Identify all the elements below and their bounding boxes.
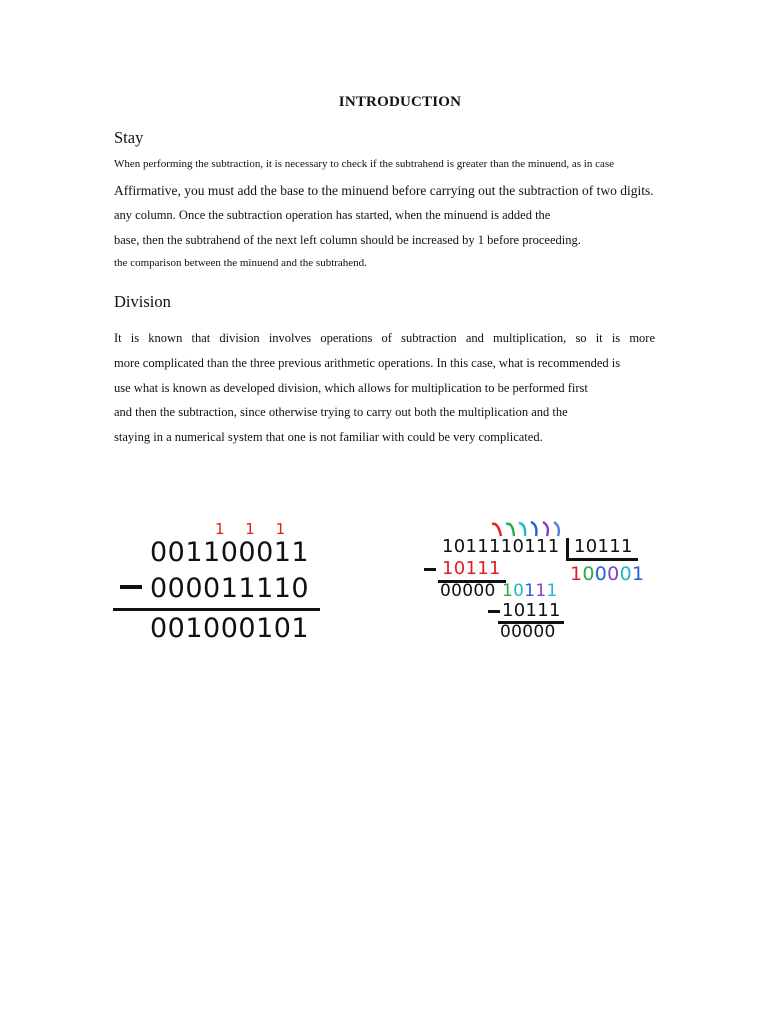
division-line-2: more complicated than the three previous arithmetic operations. In this case, what is recommended is <box>114 356 621 370</box>
section-heading-stay: Stay <box>114 128 144 147</box>
stay-line-4: base, then the subtrahend of the next left column should be increased by 1 before proceeding. <box>114 233 581 247</box>
section-heading-division: Division <box>114 292 171 311</box>
difference: 001000101 <box>150 613 310 644</box>
division-line-1: It is known that division involves operations of subtraction and multiplication, so it is more <box>114 331 655 345</box>
dividend: 1011110111 <box>442 536 560 557</box>
subtrahend: 000011110 <box>150 573 310 604</box>
subtraction-figure <box>110 515 330 650</box>
step2-remainder: 00000 <box>500 622 556 642</box>
stay-line-1: When performing the subtraction, it is necessary to check if the subtrahend is greater than the minuend, as in case <box>114 158 615 170</box>
step1-remainder: 00000 <box>440 581 496 601</box>
division-line-4: and then the subtraction, since otherwise trying to carry out both the multiplication and the <box>114 405 568 419</box>
minuend: 001100011 <box>150 537 310 568</box>
page-title: INTRODUCTION <box>338 94 462 110</box>
division-line-3: use what is known as developed division, which allows for multiplication to be performed first <box>114 381 588 395</box>
step2-subtrahend: 10111 <box>502 600 561 621</box>
minus-sign-icon <box>488 610 500 613</box>
quotient: 100001 <box>570 563 645 585</box>
minus-sign-icon <box>424 568 436 571</box>
stay-line-2: Affirmative, you must add the base to the minuend before carrying out the subtraction of two digits. <box>114 183 654 198</box>
result-rule <box>113 608 320 611</box>
stay-line-5: the comparison between the minuend and the subtrahend. <box>114 257 367 269</box>
stay-line-3: any column. Once the subtraction operation has started, when the minuend is added the <box>114 208 551 222</box>
divisor: 10111 <box>574 536 633 557</box>
division-bracket-vertical <box>566 538 569 560</box>
step1-bring-down: 10111 <box>502 581 558 601</box>
step1-subtrahend: 10111 <box>442 558 501 579</box>
minus-sign-icon <box>120 585 142 589</box>
division-line-5: staying in a numerical system that one is not familiar with could be very complicated. <box>114 430 543 444</box>
division-bracket-horizontal <box>566 558 638 561</box>
carry-digits: 1 1 1 <box>215 520 294 538</box>
division-figure <box>420 518 650 648</box>
